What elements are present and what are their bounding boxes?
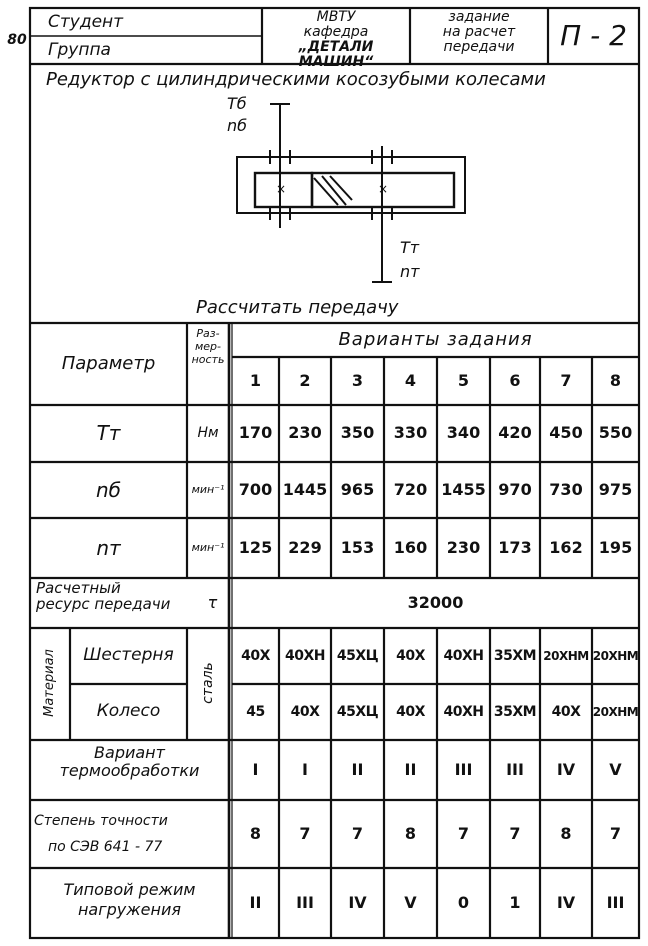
cell-accuracy: 7 [351, 823, 364, 843]
cell-load: III [296, 892, 314, 912]
cell-wheel: 40X [551, 703, 581, 720]
cell-tt: 340 [446, 423, 481, 443]
page-number: 80 [7, 31, 27, 48]
dim-header-line: ность [191, 353, 225, 366]
cell-heat: III [454, 759, 473, 779]
input-speed-label: nб [227, 115, 248, 135]
cell-nb: 730 [549, 479, 583, 499]
cell-accuracy: 8 [404, 823, 417, 843]
variants-header: Варианты задания [338, 328, 533, 350]
cell-wheel: 40X [396, 703, 425, 720]
cell-heat: I [302, 759, 308, 779]
cell-wheel: 40XH [443, 703, 484, 720]
cell-gear: 20XHM [543, 648, 589, 663]
cell-accuracy: 7 [509, 823, 521, 843]
cell-nb: 975 [598, 479, 633, 499]
cell-tt: 420 [498, 423, 532, 443]
unit-tt: Нм [197, 425, 219, 442]
cell-nt: 153 [340, 537, 375, 557]
cell-tt: 450 [549, 423, 583, 443]
cell-accuracy: 7 [457, 823, 470, 843]
page-subtitle: Рассчитать передачу [196, 296, 399, 318]
cell-nb: 965 [340, 479, 375, 499]
cell-gear: 40XH [285, 647, 325, 664]
cell-gear: 40X [241, 647, 270, 664]
cell-wheel: 45 [246, 703, 265, 720]
cell-gear: 40XH [443, 647, 484, 664]
material-group-label: Материал [42, 649, 58, 717]
cell-nb: 970 [498, 479, 532, 499]
cell-nt: 229 [288, 537, 322, 557]
row-label-line: Степень точности [34, 813, 168, 829]
variant-number: 3 [351, 370, 364, 390]
assignment-line: на расчет [442, 24, 516, 40]
unit-nt: мин⁻¹ [191, 541, 225, 555]
cell-load: II [249, 892, 262, 912]
row-label-resource [36, 580, 194, 612]
unit-material: сталь [199, 662, 216, 704]
cell-tt: 350 [340, 423, 375, 443]
row-label-load [30, 880, 229, 920]
assignment-code: П - 2 [560, 19, 627, 53]
row-label-heat [30, 744, 229, 780]
cell-wheel: 35XM [493, 703, 537, 720]
cell-nt: 160 [393, 537, 428, 557]
row-label-line: Вариант [94, 743, 165, 762]
cell-heat: I [252, 759, 259, 779]
group-label: Группа [48, 40, 111, 60]
row-label-line: Типовой режим [63, 880, 196, 899]
shaft-mark: × [275, 181, 287, 196]
org-line: кафедра [303, 24, 369, 40]
variant-number: 7 [560, 370, 572, 390]
assignment-line: передачи [443, 39, 515, 55]
cell-nt: 195 [598, 537, 633, 557]
cell-load: 0 [457, 892, 470, 912]
cell-accuracy: 8 [560, 823, 572, 843]
cell-heat: II [351, 759, 364, 779]
row-label-line: ресурс передачи [36, 595, 171, 613]
cell-tt: 330 [393, 423, 428, 443]
page-title: Редуктор с цилиндрическими косозубыми колесами [46, 68, 546, 90]
cell-gear: 40X [396, 647, 425, 664]
param-header: Параметр [61, 352, 156, 374]
cell-nb: 1445 [282, 479, 328, 499]
row-label-nb: nб [95, 477, 121, 502]
gearbox-diagram [0, 0, 648, 323]
row-label-tt: Tт [96, 421, 121, 445]
cell-accuracy: 7 [299, 823, 311, 843]
dim-header-line: Раз- [196, 327, 220, 340]
cell-accuracy: 7 [609, 823, 622, 843]
org-line: МВТУ [316, 9, 356, 25]
row-label-line: термообработки [59, 761, 200, 780]
cell-tt: 550 [598, 423, 633, 443]
cell-nt: 125 [238, 537, 273, 557]
variant-number: 5 [457, 370, 470, 390]
assignment-line: задание [448, 9, 510, 25]
unit-resource: τ [207, 592, 218, 612]
row-label-nt: nт [96, 535, 121, 560]
variant-number: 6 [509, 370, 521, 390]
cell-wheel: 45XЦ [336, 703, 379, 720]
row-label-line: Расчетный [36, 579, 121, 597]
cell-nb: 720 [393, 479, 428, 499]
cell-heat: V [609, 759, 622, 779]
row-label-accuracy [34, 808, 229, 860]
cell-nt: 162 [549, 537, 583, 557]
cell-wheel: 40X [290, 703, 320, 720]
cell-heat: III [506, 759, 524, 779]
cell-tt: 170 [238, 423, 273, 443]
input-torque-label: Tб [227, 93, 247, 113]
cell-accuracy: 8 [249, 823, 262, 843]
cell-nb: 700 [238, 479, 273, 499]
variant-number: 8 [609, 370, 622, 390]
variant-number: 4 [404, 370, 417, 390]
output-torque-label: Tт [400, 237, 420, 257]
cell-heat: II [404, 759, 417, 779]
cell-load: IV [556, 892, 576, 912]
row-label-line: по СЭВ 641 - 77 [48, 839, 163, 855]
cell-nt: 230 [446, 537, 481, 557]
shaft-mark: × [377, 181, 389, 196]
dim-header-line: мер- [194, 340, 222, 353]
cell-gear: 45XЦ [336, 647, 379, 664]
row-label-line: нагружения [77, 900, 182, 919]
cell-wheel: 20XHM [592, 704, 639, 719]
variant-number: 1 [249, 370, 262, 390]
row-label-wheel: Колесо [96, 701, 161, 722]
cell-nt: 173 [498, 537, 532, 557]
cell-tt: 230 [288, 423, 322, 443]
cell-gear: 35XM [493, 647, 537, 664]
cell-load: III [606, 892, 625, 912]
student-label: Студент [48, 12, 124, 32]
dim-header [187, 327, 229, 366]
cell-load: V [404, 892, 417, 912]
output-speed-label: nт [400, 261, 420, 281]
row-label-gear: Шестерня [83, 645, 174, 666]
cell-load: 1 [509, 892, 521, 912]
unit-nb: мин⁻¹ [191, 483, 225, 497]
variant-number: 2 [299, 370, 311, 390]
cell-resource: 32000 [407, 592, 464, 612]
cell-load: IV [348, 892, 367, 912]
org-line: „ДЕТАЛИ МАШИН“ [298, 39, 374, 70]
cell-nb: 1455 [441, 479, 486, 499]
cell-gear: 20XHM [592, 648, 639, 663]
cell-heat: IV [556, 759, 576, 779]
